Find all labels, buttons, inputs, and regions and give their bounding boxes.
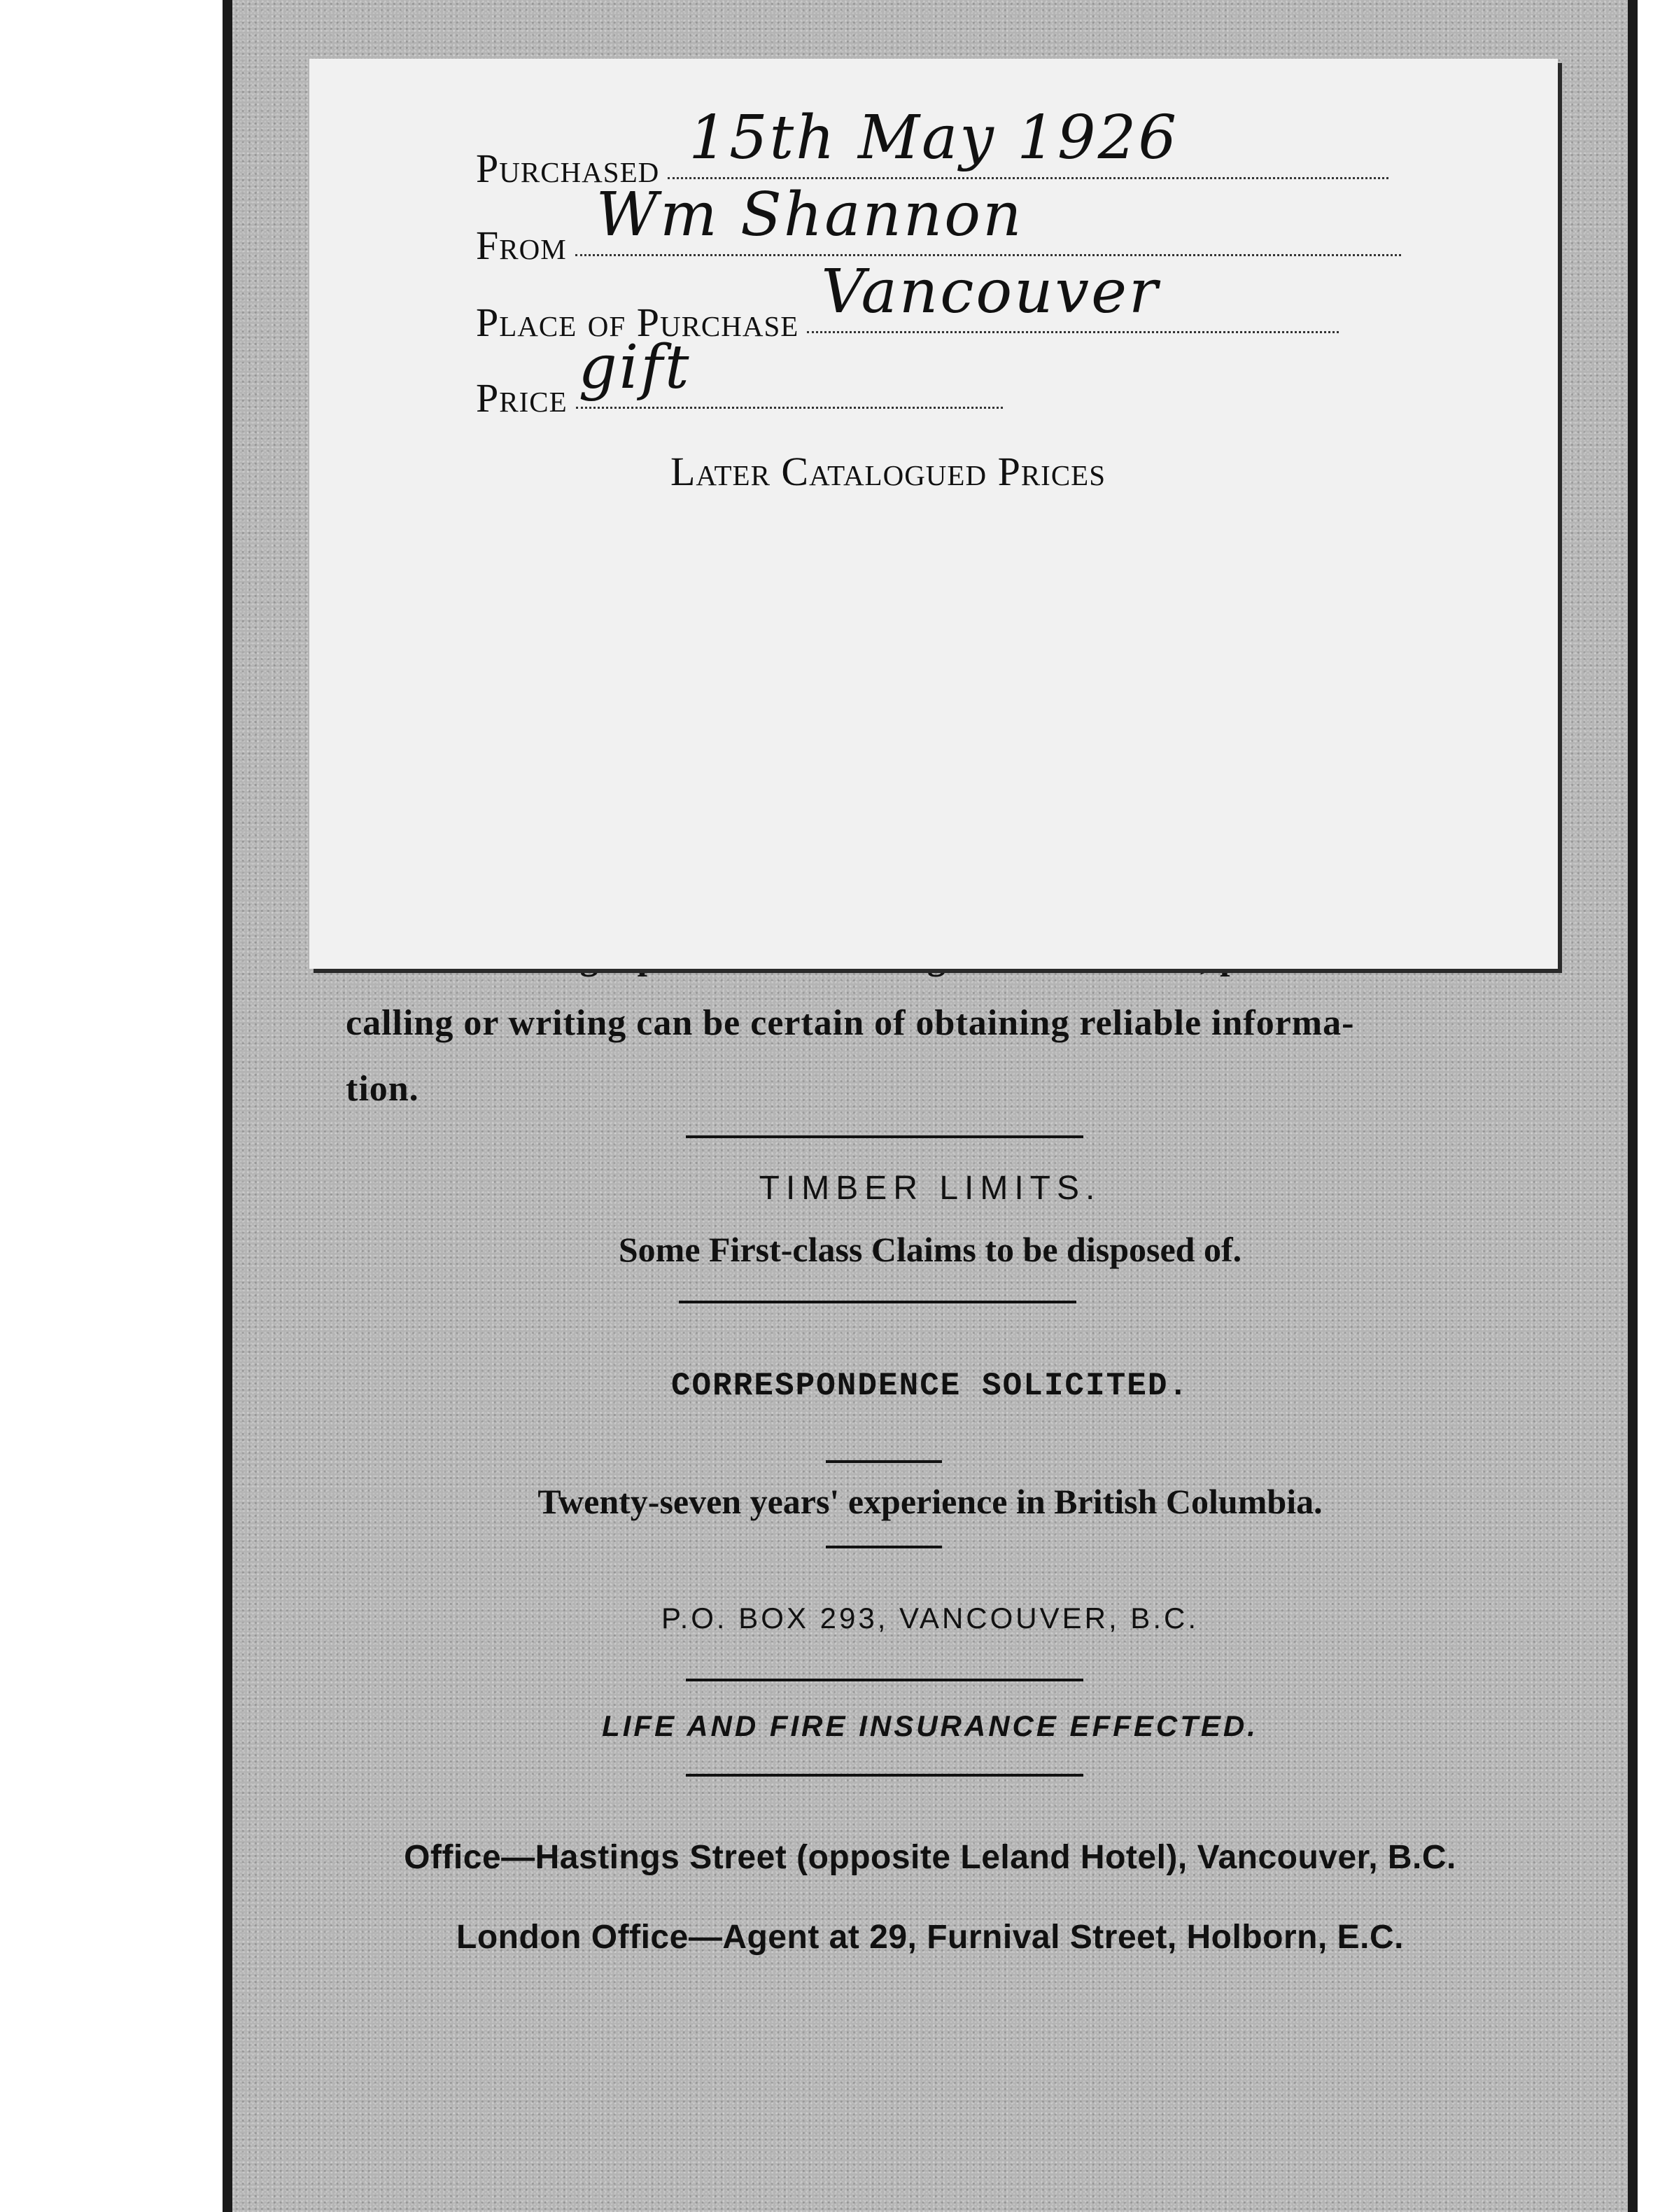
page-left-edge	[223, 0, 232, 2212]
experience-line: Twenty-seven years' experience in British Columbia.	[537, 1482, 1323, 1521]
timber-limits-heading: TIMBER LIMITS.	[759, 1170, 1102, 1207]
from-handwriting: Wm Shannon	[596, 180, 1024, 250]
short-divider-rule	[826, 1546, 942, 1548]
price-fill-line	[576, 332, 1003, 409]
timber-limits-subheading: Some First-class Claims to be disposed of.	[618, 1230, 1242, 1269]
divider-rule	[686, 1774, 1083, 1777]
paragraph-line: tion.	[346, 1069, 419, 1109]
price-handwriting: gift	[578, 332, 691, 402]
purchased-label: Purchased	[476, 146, 660, 191]
insurance-line: LIFE AND FIRE INSURANCE EFFECTED.	[602, 1709, 1258, 1742]
purchase-record-card	[309, 59, 1558, 969]
from-fill-line	[575, 180, 1401, 256]
price-row	[476, 332, 1003, 421]
po-box-address: P.O. BOX 293, VANCOUVER, B.C.	[661, 1602, 1199, 1634]
correspondence-heading: CORRESPONDENCE SOLICITED.	[670, 1368, 1190, 1404]
paragraph-line: calling or writing can be certain of obtaining reliable informa-	[346, 1003, 1355, 1043]
page-right-edge	[1628, 0, 1638, 2212]
short-divider-rule	[826, 1460, 942, 1463]
from-label: From	[476, 223, 567, 268]
purchased-handwriting: 15th May 1926	[689, 103, 1179, 173]
place-of-purchase-label: Place of Purchase	[476, 300, 799, 345]
later-catalogued-prices-label: Later Catalogued Prices	[670, 449, 1106, 494]
place-handwriting: Vancouver	[821, 257, 1160, 327]
london-office-address: London Office—Agent at 29, Furnival Street, Holborn, E.C.	[456, 1919, 1404, 1956]
purchased-fill-line	[668, 103, 1388, 179]
divider-rule	[679, 1301, 1076, 1303]
divider-rule	[686, 1135, 1083, 1138]
divider-rule	[686, 1679, 1083, 1681]
office-address: Office—Hastings Street (opposite Leland Hotel), Vancouver, B.C.	[404, 1839, 1456, 1876]
place-fill-line	[807, 257, 1339, 333]
price-label: Price	[476, 375, 568, 421]
